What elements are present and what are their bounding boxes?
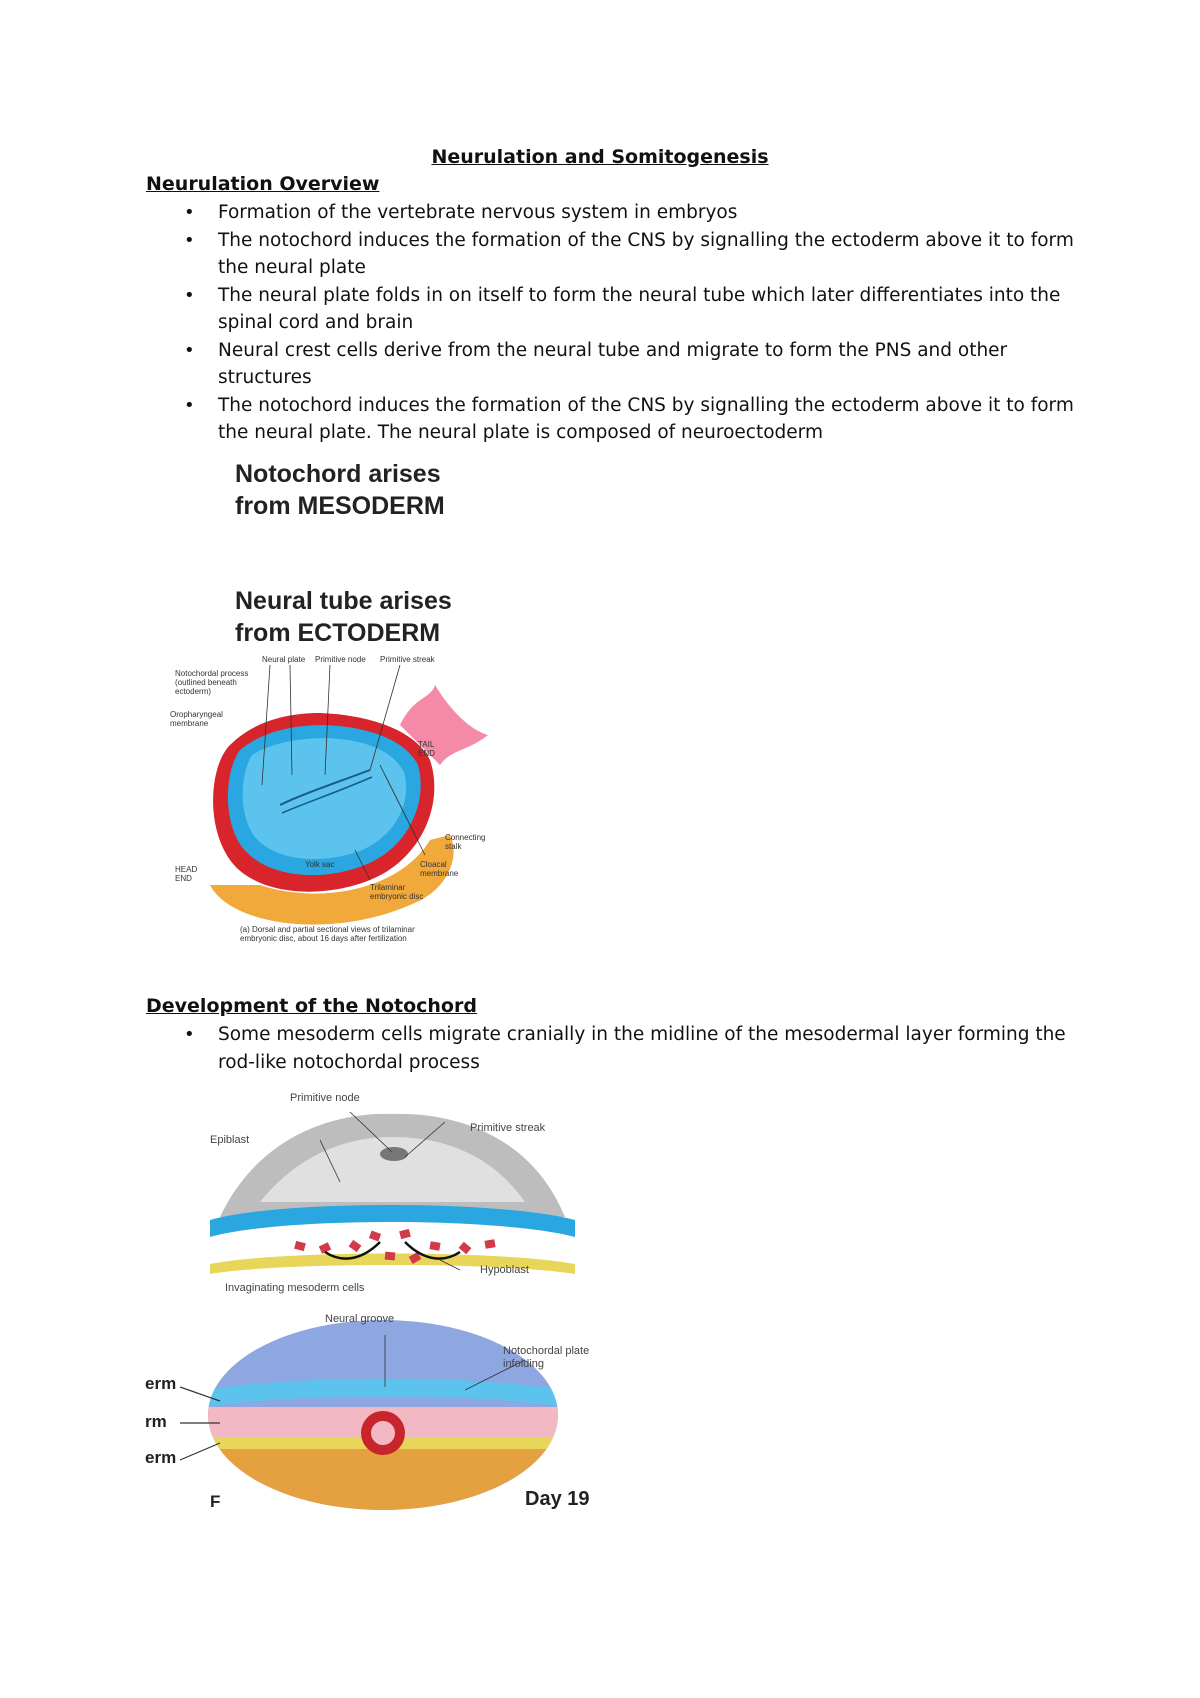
label-left-mesoderm: rm — [145, 1412, 167, 1431]
list-item: • Formation of the vertebrate nervous system in embryos — [146, 199, 1076, 227]
neurulation-bullet-list — [146, 199, 1076, 447]
label-yolk-sac: Yolk sac — [305, 860, 335, 869]
trilaminar-disc-illustration — [170, 655, 490, 955]
label-trilaminar-disc: Trilaminar embryonic disc — [370, 883, 424, 901]
bullet-icon: • — [184, 339, 195, 361]
list-item: • The notochord induces the formation of the CNS by signalling the ectoderm above it to form the neural plate — [146, 227, 1076, 282]
label-hypoblast: Hypoblast — [480, 1264, 529, 1276]
list-item: • Some mesoderm cells migrate cranially in the midline of the mesodermal layer forming the rod-like notochordal process — [146, 1021, 1076, 1076]
label-neural-groove: Neural groove — [325, 1313, 395, 1325]
label-epiblast: Epiblast — [210, 1134, 250, 1146]
label-connecting-stalk: Connecting stalk — [445, 833, 486, 851]
figure-caption: (a) Dorsal and partial sectional views of trilaminar embryonic disc, about 16 days after fertilization — [240, 925, 415, 943]
label-oropharyngeal-membrane: Oropharyngeal membrane — [170, 710, 223, 728]
page-title: Neurulation and Somitogenesis — [431, 146, 769, 168]
list-item: • The neural plate folds in on itself to form the neural tube which later differentiates into the spinal cord and brain — [146, 282, 1076, 337]
section-heading-notochord-development: Development of the Notochord — [146, 995, 477, 1017]
bullet-icon: • — [184, 394, 195, 416]
label-cloacal-membrane: Cloacal membrane — [420, 860, 459, 878]
figure-notochord-heading: Notochord arises from MESODERM — [235, 460, 445, 520]
label-invaginating-mesoderm: Invaginating mesoderm cells — [225, 1282, 365, 1294]
trilaminar-disc-diagram — [170, 655, 490, 955]
list-item: • The notochord induces the formation of the CNS by signalling the ectoderm above it to form the neural plate. The neural plate is composed of neuroectoderm — [146, 392, 1076, 447]
bullet-icon: • — [184, 284, 195, 306]
notochord-bullet-list — [146, 1021, 1076, 1076]
label-neural-plate: Neural plate — [262, 655, 306, 664]
label-head-end: HEAD END — [175, 865, 198, 883]
bullet-icon: • — [184, 1024, 195, 1045]
label-left-endoderm: erm — [145, 1448, 177, 1467]
bullet-icon: • — [184, 202, 195, 223]
figure-neural-tube-heading: Neural tube arises from ECTODERM — [235, 587, 452, 647]
label-notochordal-plate-infolding: Notochordal plate infolding — [503, 1345, 590, 1370]
label-day-19: Day 19 — [525, 1488, 590, 1510]
label-primitive-streak: Primitive streak — [470, 1122, 546, 1134]
list-item: • Neural crest cells derive from the neural tube and migrate to form the PNS and other structures — [146, 337, 1076, 392]
label-left-ectoderm: erm — [145, 1374, 177, 1393]
label-primitive-streak: Primitive streak — [380, 655, 435, 664]
label-tail-end: TAIL END — [418, 740, 435, 758]
label-notochordal-process: Notochordal process (outlined beneath ectoderm) — [175, 669, 249, 696]
section-heading-neurulation-overview: Neurulation Overview — [146, 173, 380, 195]
label-primitive-node: Primitive node — [315, 655, 366, 664]
primitive-streak-diagram — [200, 1092, 585, 1302]
bullet-icon: • — [184, 229, 195, 251]
label-panel-letter: F — [210, 1492, 221, 1511]
label-primitive-node: Primitive node — [290, 1092, 360, 1104]
neural-groove-diagram — [145, 1305, 595, 1525]
